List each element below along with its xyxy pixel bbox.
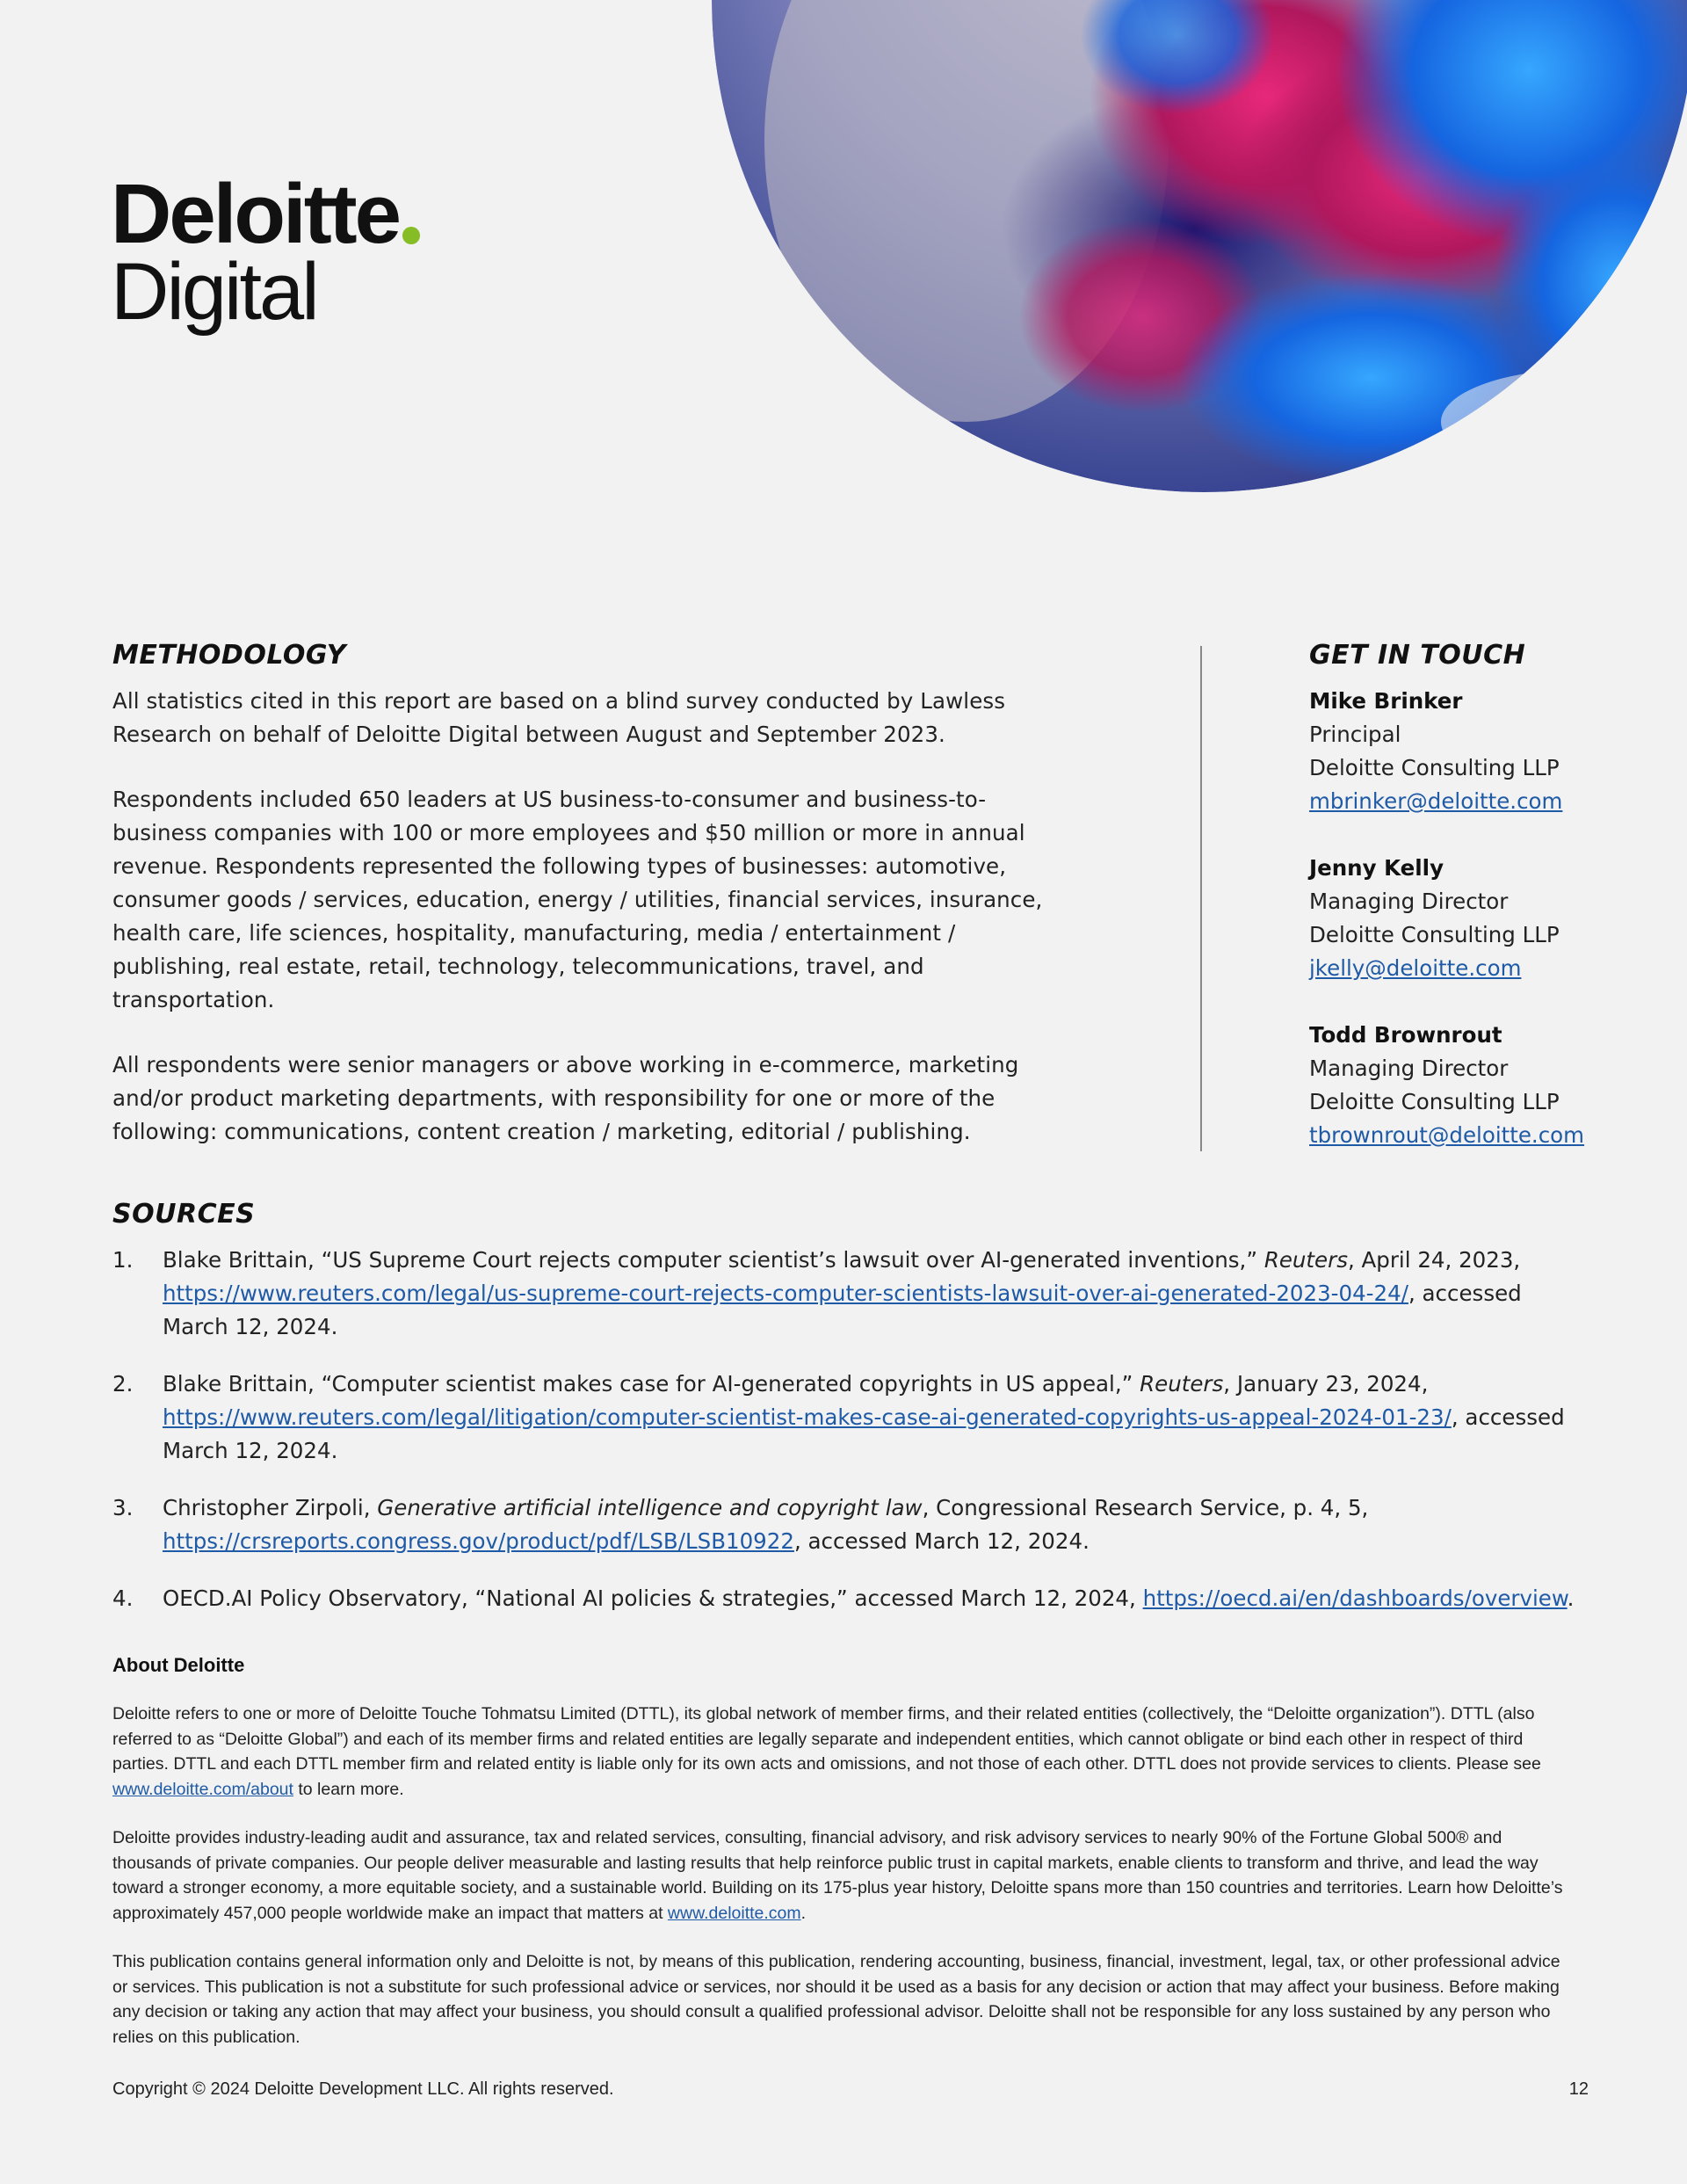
about-deloitte-section [112, 1654, 1571, 2073]
contact-card [1309, 852, 1678, 985]
source-item: 2. Blake Brittain, “Computer scientist makes case for AI-generated copyrights in US appeal,” Reuters, January 23, 2024, https://www.reuters.com/legal/litigation/computer-scientist-makes-case-ai-generated-copyrights-us-appeal-2024-01-23/, accessed March 12, 2024. [112, 1368, 1589, 1468]
page-footer [112, 2079, 1589, 2100]
contact-email-link[interactable]: mbrinker@deloitte.com [1309, 788, 1563, 814]
page-number: 12 [1568, 2079, 1589, 2099]
source-item: 3. Christopher Zirpoli, Generative artificial intelligence and copyright law, Congressional Research Service, p. 4, 5, https://crsreports.congress.gov/product/pdf/LSB/LSB10922, accessed March 12, 2024. [112, 1491, 1589, 1558]
about-paragraph: Deloitte refers to one or more of Deloitte Touche Tohmatsu Limited (DTTL), its global network of member firms, and their related entities (collectively, the “Deloitte organization”). DTTL (also referred to as “Deloitte Global”) and each of its member firms and related entities are legally separate and independent entities, which cannot obligate or bind each other in respect of third parties. DTTL and each DTTL member firm and related entity is liable only for its own acts and omissions, and not those of each other. DTTL does not provide services to clients. Please see www.deloitte.com/about to learn more. [112, 1704, 1541, 1799]
methodology-paragraph: All statistics cited in this report are based on a blind survey conducted by Lawless Research on behalf of Deloitte Digital between August and September 2023. [112, 688, 1006, 747]
logo-wordmark-digital: Digital [111, 247, 317, 337]
contact-company: Deloitte Consulting LLP [1309, 1089, 1560, 1114]
contact-company: Deloitte Consulting LLP [1309, 922, 1560, 947]
contact-title: Managing Director [1309, 889, 1509, 914]
contact-name: Todd Brownrout [1309, 1022, 1502, 1048]
source-url-link[interactable]: https://www.reuters.com/legal/us-supreme-court-rejects-computer-scientists-lawsuit-over-ai-generated-2023-04-24/ [163, 1281, 1408, 1306]
contact-name: Jenny Kelly [1309, 855, 1444, 881]
deloitte-digital-logo [111, 167, 420, 337]
source-number: 3. [112, 1495, 134, 1520]
about-heading: About Deloitte [112, 1654, 245, 1676]
source-number: 1. [112, 1247, 134, 1273]
methodology-heading: METHODOLOGY [112, 640, 347, 671]
logo-wordmark-deloitte: Deloitte [111, 172, 420, 257]
sources-heading: SOURCES [112, 1199, 256, 1230]
contact-title: Managing Director [1309, 1056, 1509, 1081]
contact-title: Principal [1309, 722, 1401, 747]
contact-company: Deloitte Consulting LLP [1309, 755, 1560, 780]
sources-section [112, 1199, 1589, 1639]
methodology-paragraph: Respondents included 650 leaders at US business-to-consumer and business-to-business companies with 100 or more employees and $50 million or more in annual revenue. Respondents represented the following types of businesses: automotive, consumer goods / services, education, energy / utilities, financial services, insurance, health care, life sciences, hospitality, manufacturing, media / entertainment / publishing, real estate, retail, technology, telecommunications, travel, and transportation. [112, 787, 1043, 1012]
get-in-touch-heading: GET IN TOUCH [1309, 640, 1526, 671]
source-url-link[interactable]: https://oecd.ai/en/dashboards/overview [1142, 1585, 1568, 1611]
contact-email-link[interactable]: jkelly@deloitte.com [1309, 955, 1522, 981]
contact-card [1309, 1019, 1678, 1152]
source-url-link[interactable]: https://crsreports.congress.gov/product/pdf/LSB/LSB10922 [163, 1528, 794, 1554]
source-item: 1. Blake Brittain, “US Supreme Court rejects computer scientist’s lawsuit over AI-generated inventions,” Reuters, April 24, 2023, https://www.reuters.com/legal/us-supreme-court-rejects-computer-scientists-lawsuit-over-ai-generated-2023-04-24/, accessed March 12, 2024. [112, 1244, 1589, 1344]
sources-list [112, 1244, 1589, 1615]
contact-card [1309, 685, 1678, 818]
source-item: 4. OECD.AI Policy Observatory, “National AI policies & strategies,” accessed March 12, 2024, https://oecd.ai/en/dashboards/overview. [112, 1582, 1589, 1615]
methodology-paragraph: All respondents were senior managers or above working in e-commerce, marketing and/or product marketing departments, with responsibility for one or more of the following: communications, content creation / marketing, editorial / publishing. [112, 1052, 1019, 1144]
source-url-link[interactable]: https://www.reuters.com/legal/litigation/computer-scientist-makes-case-ai-generated-copyrights-us-appeal-2024-01-23/ [163, 1404, 1452, 1430]
column-divider [1200, 646, 1202, 1151]
deloitte-website-link[interactable]: www.deloitte.com [667, 1903, 801, 1923]
logo-green-dot [402, 227, 420, 244]
methodology-section [112, 640, 1079, 1180]
contact-email-link[interactable]: tbrownrout@deloitte.com [1309, 1122, 1585, 1148]
hero-sphere-image [650, 0, 1687, 527]
get-in-touch-section [1309, 640, 1678, 1186]
source-number: 4. [112, 1585, 134, 1611]
disclaimer-paragraph: This publication contains general information only and Deloitte is not, by means of this publication, rendering accounting, business, financial, investment, legal, tax, or other professional advice or services. This publication is not a substitute for such professional advice or services, nor should it be used as a basis for any decision or action that may affect your business. Before making any decision or taking any action that may affect your business, you should consult a qualified professional advisor. Deloitte shall not be responsible for any loss sustained by any person who relies on this publication. [112, 1952, 1560, 2047]
copyright-text: Copyright © 2024 Deloitte Development LLC. All rights reserved. [112, 2079, 614, 2099]
about-paragraph: Deloitte provides industry-leading audit and assurance, tax and related services, consulting, financial advisory, and risk advisory services to nearly 90% of the Fortune Global 500® and thousands of private companies. Our people deliver measurable and lasting results that help reinforce public trust in capital markets, enable clients to transform and thrive, and lead the way toward a stronger economy, a more equitable society, and a sustainable world. Building on its 175-plus year history, Deloitte spans more than 150 countries and territories. Learn how Deloitte’s approximately 457,000 people worldwide make an impact that matters at www.deloitte.com. [112, 1828, 1563, 1923]
contact-name: Mike Brinker [1309, 688, 1463, 714]
source-number: 2. [112, 1371, 134, 1397]
about-link[interactable]: www.deloitte.com/about [112, 1779, 293, 1799]
